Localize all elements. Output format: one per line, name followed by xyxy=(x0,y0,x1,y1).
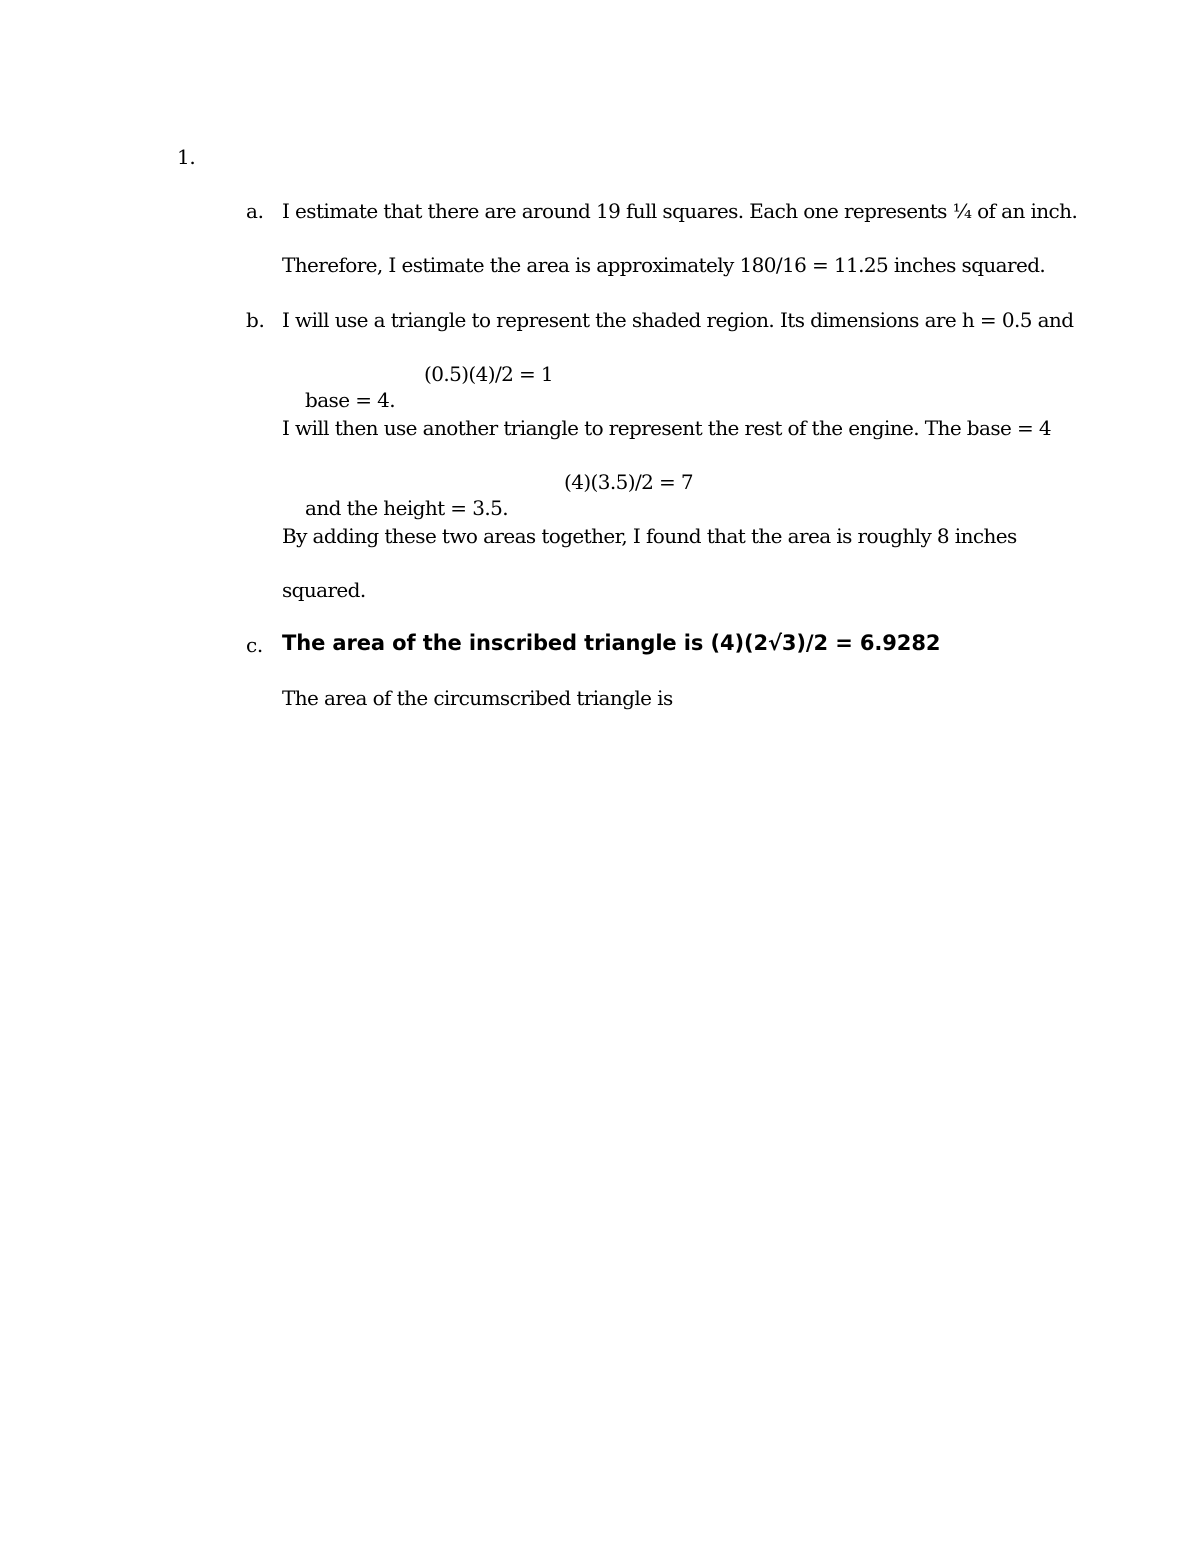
part-a-marker: a. xyxy=(246,199,264,223)
question-number: 1. xyxy=(177,145,196,169)
part-a-line-2: Therefore, I estimate the area is approximately 180/16 = 11.25 inches squared. xyxy=(282,253,1046,277)
part-a-line-1: I estimate that there are around 19 full squares. Each one represents ¼ of an inch. xyxy=(282,199,1078,223)
part-c-line-2: The area of the circumscribed triangle is xyxy=(282,686,673,710)
part-b-line-1: I will use a triangle to represent the shaded region. Its dimensions are h = 0.5 and xyxy=(282,308,1074,332)
part-c-line-1: The area of the inscribed triangle is (4)(2√3)/2 = 6.9282 xyxy=(282,631,941,655)
part-b-marker: b. xyxy=(246,308,265,332)
part-b-calc-2: (4)(3.5)/2 = 7 xyxy=(564,470,694,494)
part-b-line-5: By adding these two areas together, I found that the area is roughly 8 inches xyxy=(282,524,1017,548)
part-b-line-6: squared. xyxy=(282,578,366,602)
part-b-line-3: I will then use another triangle to represent the rest of the engine. The base = 4 xyxy=(282,416,1052,440)
part-b-line-4-text: and the height = 3.5. xyxy=(305,496,508,520)
part-c-marker: c. xyxy=(246,633,263,657)
part-b-calc-1: (0.5)(4)/2 = 1 xyxy=(424,362,554,386)
part-b-line-2-text: base = 4. xyxy=(305,388,396,412)
